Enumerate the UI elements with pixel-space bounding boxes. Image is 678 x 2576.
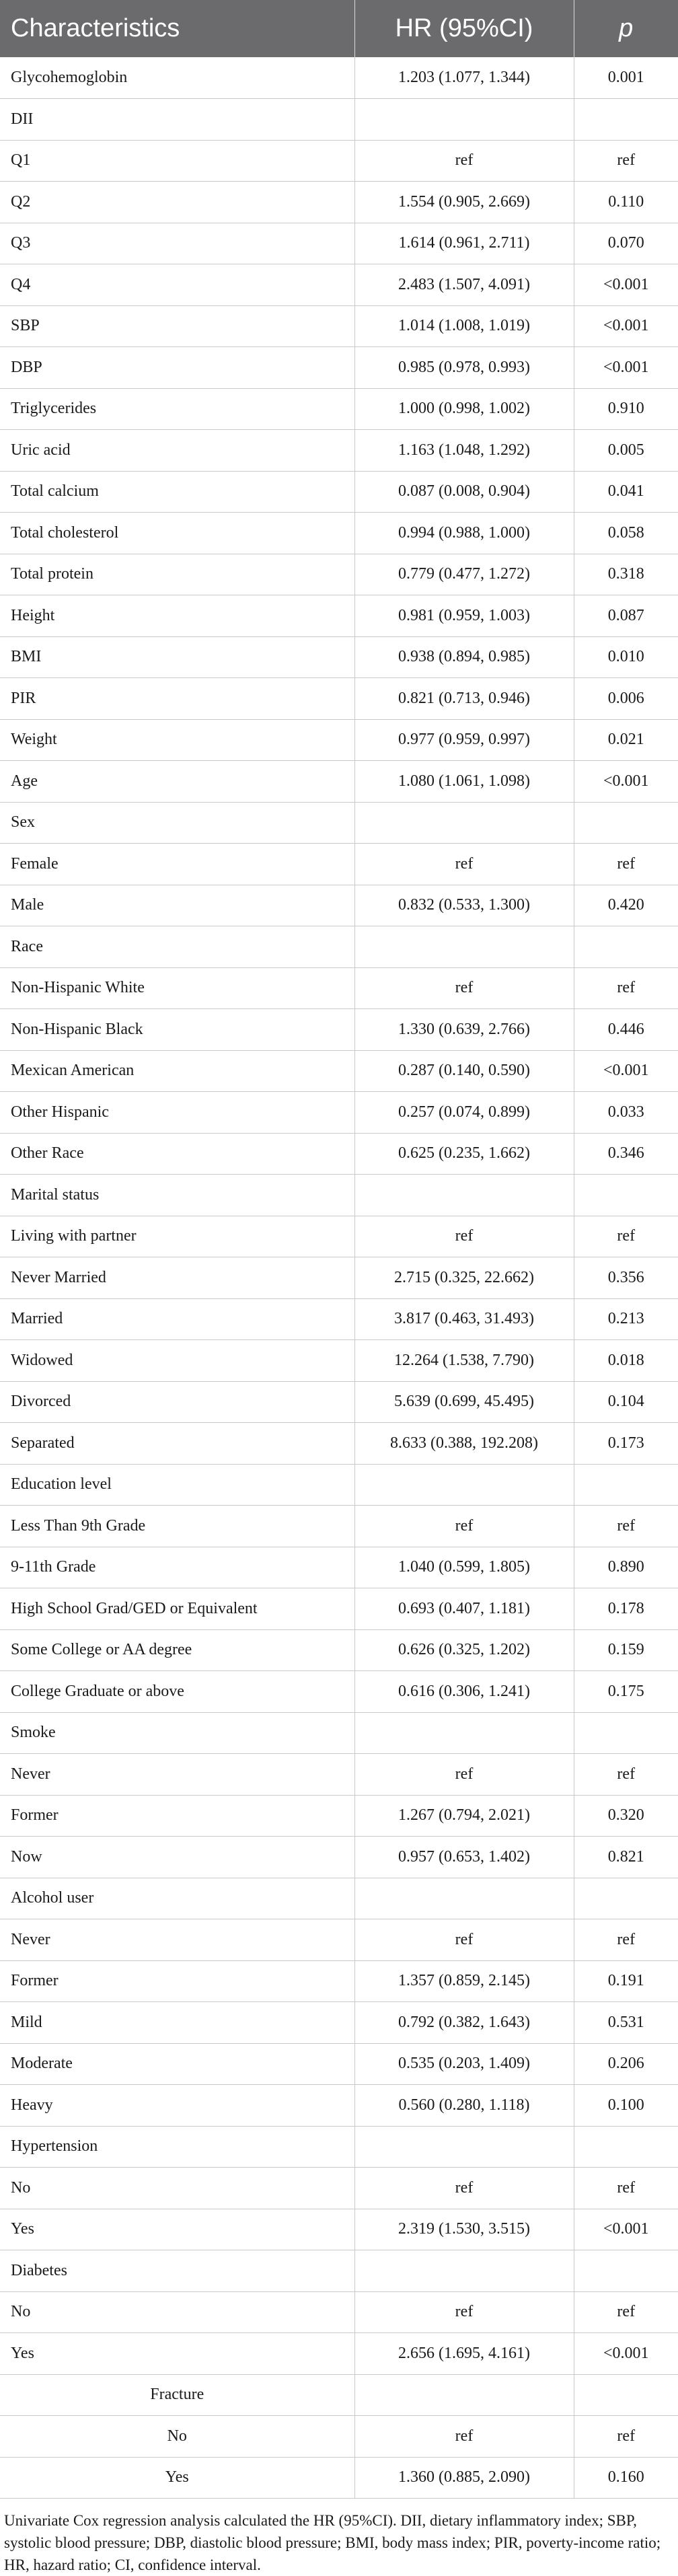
row-p-value: 0.346 [574,1133,678,1175]
row-label: Other Race [0,1133,354,1175]
row-p-value: 0.446 [574,1009,678,1051]
row-hr-value: 2.656 (1.695, 4.161) [354,2333,574,2375]
row-label: Separated [0,1423,354,1465]
table-row [0,2457,678,2499]
row-p-value: 0.213 [574,1298,678,1340]
table-row [0,2333,678,2375]
row-label: Triglycerides [0,388,354,430]
row-label: DBP [0,347,354,389]
row-p-value: 0.018 [574,1340,678,1382]
row-label: Male [0,885,354,926]
table-row [0,1919,678,1961]
row-hr-value: ref [354,1216,574,1257]
row-hr-value [354,1878,574,1919]
table-row [0,1092,678,1134]
header-p: p [574,0,678,57]
row-label: Diabetes [0,2250,354,2292]
table-group-row [0,1464,678,1506]
row-label: Marital status [0,1175,354,1216]
table-footnote: Univariate Cox regression analysis calculated the HR (95%CI). DII, dietary inflammatory index; SBP, systolic blood pressure; DBP, diastolic blood pressure; BMI, body mass index; PIR, poverty-income ratio; HR, hazard ratio; CI, confidence interval. [4,2512,661,2573]
row-p-value: 0.178 [574,1588,678,1630]
row-label: Age [0,761,354,803]
row-label: Former [0,1795,354,1837]
row-hr-value: 1.203 (1.077, 1.344) [354,57,574,99]
row-label: No [0,2168,354,2209]
table-row [0,388,678,430]
row-hr-value: 1.554 (0.905, 2.669) [354,182,574,223]
row-hr-value: 5.639 (0.699, 45.495) [354,1381,574,1423]
table-row [0,264,678,306]
row-hr-value: 0.626 (0.325, 1.202) [354,1629,574,1671]
row-p-value: 0.890 [574,1547,678,1588]
row-label: Heavy [0,2085,354,2127]
row-label: Total cholesterol [0,513,354,554]
row-p-value: 0.100 [574,2085,678,2127]
row-label: Uric acid [0,430,354,472]
row-hr-value: 0.779 (0.477, 1.272) [354,554,574,595]
row-hr-value: 2.483 (1.507, 4.091) [354,264,574,306]
table-row [0,1257,678,1299]
table-group-row [0,1175,678,1216]
row-label: Female [0,844,354,885]
table-row [0,1547,678,1588]
table-row [0,885,678,926]
row-p-value: 0.087 [574,595,678,637]
row-p-value: <0.001 [574,1050,678,1092]
row-label: Never Married [0,1257,354,1299]
row-hr-value [354,1712,574,1754]
table-group-row [0,1878,678,1919]
table-row [0,1423,678,1465]
table-row [0,1506,678,1547]
table-row [0,678,678,720]
table-row [0,1340,678,1382]
table-group-row [0,802,678,844]
table-row [0,1629,678,1671]
row-p-value: ref [574,1754,678,1796]
row-p-value: ref [574,140,678,182]
row-p-value: ref [574,967,678,1009]
row-label: Q3 [0,223,354,264]
row-p-value: 0.318 [574,554,678,595]
row-hr-value: 1.360 (0.885, 2.090) [354,2457,574,2499]
table-group-row [0,2250,678,2292]
row-hr-value: ref [354,1754,574,1796]
row-p-value: <0.001 [574,2209,678,2250]
row-hr-value [354,2250,574,2292]
table-row [0,140,678,182]
table-row [0,2291,678,2333]
row-p-value: <0.001 [574,347,678,389]
row-label: Yes [0,2333,354,2375]
table-row [0,1216,678,1257]
row-p-value: ref [574,2416,678,2458]
row-label: Total protein [0,554,354,595]
row-p-value: 0.160 [574,2457,678,2499]
row-hr-value: 1.267 (0.794, 2.021) [354,1795,574,1837]
table-row [0,2168,678,2209]
row-p-value: 0.356 [574,1257,678,1299]
table-row [0,1588,678,1630]
row-p-value: 0.191 [574,1960,678,2002]
row-hr-value [354,2374,574,2416]
row-hr-value: 3.817 (0.463, 31.493) [354,1298,574,1340]
table-row [0,2002,678,2044]
table-row [0,1671,678,1713]
row-hr-value: 0.981 (0.959, 1.003) [354,595,574,637]
row-label: Smoke [0,1712,354,1754]
row-hr-value: ref [354,967,574,1009]
table-row [0,1381,678,1423]
row-p-value: <0.001 [574,761,678,803]
table-row [0,844,678,885]
row-label: Non-Hispanic Black [0,1009,354,1051]
row-p-value: 0.910 [574,388,678,430]
row-label: No [0,2416,354,2458]
row-label: PIR [0,678,354,720]
row-label: Yes [0,2457,354,2499]
row-hr-value: 0.994 (0.988, 1.000) [354,513,574,554]
row-p-value: 0.070 [574,223,678,264]
row-hr-value: 0.287 (0.140, 0.590) [354,1050,574,1092]
row-hr-value: 0.938 (0.894, 0.985) [354,636,574,678]
row-label: Q2 [0,182,354,223]
header-row [0,0,678,57]
row-p-value [574,1175,678,1216]
row-p-value [574,2126,678,2168]
row-label: Non-Hispanic White [0,967,354,1009]
row-label: Living with partner [0,1216,354,1257]
table-row [0,1133,678,1175]
row-label: SBP [0,305,354,347]
row-hr-value: 0.792 (0.382, 1.643) [354,2002,574,2044]
row-hr-value: 2.715 (0.325, 22.662) [354,1257,574,1299]
row-hr-value: 1.000 (0.998, 1.002) [354,388,574,430]
row-label: Weight [0,719,354,761]
row-label: Mexican American [0,1050,354,1092]
row-hr-value: 0.616 (0.306, 1.241) [354,1671,574,1713]
row-label: Yes [0,2209,354,2250]
table-row [0,430,678,472]
table-row [0,1050,678,1092]
row-hr-value: 0.257 (0.074, 0.899) [354,1092,574,1134]
row-label: Divorced [0,1381,354,1423]
row-hr-value: ref [354,140,574,182]
row-label: Former [0,1960,354,2002]
row-label: Widowed [0,1340,354,1382]
row-label: Some College or AA degree [0,1629,354,1671]
row-p-value [574,1712,678,1754]
header-hr: HR (95%CI) [354,0,574,57]
table-row [0,182,678,223]
row-label: Fracture [0,2374,354,2416]
row-label: Married [0,1298,354,1340]
row-label: DII [0,99,354,141]
table-row [0,719,678,761]
row-p-value: 0.531 [574,2002,678,2044]
row-hr-value: ref [354,1919,574,1961]
row-p-value: 0.104 [574,1381,678,1423]
row-label: No [0,2291,354,2333]
table-row [0,347,678,389]
row-label: 9-11th Grade [0,1547,354,1588]
row-p-value: 0.173 [574,1423,678,1465]
row-label: Glycohemoglobin [0,57,354,99]
table-group-row [0,2126,678,2168]
row-hr-value: 0.957 (0.653, 1.402) [354,1837,574,1878]
row-label: Never [0,1919,354,1961]
row-p-value: 0.175 [574,1671,678,1713]
table-body [0,57,678,2499]
row-p-value: 0.006 [574,678,678,720]
row-p-value: 0.821 [574,1837,678,1878]
table-row [0,2085,678,2127]
row-p-value [574,1464,678,1506]
row-label: Other Hispanic [0,1092,354,1134]
row-hr-value: 0.821 (0.713, 0.946) [354,678,574,720]
table-row [0,761,678,803]
row-p-value [574,802,678,844]
row-hr-value: 1.014 (1.008, 1.019) [354,305,574,347]
row-hr-value [354,802,574,844]
row-p-value [574,99,678,141]
row-p-value: ref [574,1506,678,1547]
row-p-value: ref [574,2168,678,2209]
row-p-value: ref [574,844,678,885]
row-hr-value: 0.087 (0.008, 0.904) [354,471,574,513]
row-hr-value: 1.163 (1.048, 1.292) [354,430,574,472]
row-p-value: ref [574,2291,678,2333]
row-p-value: 0.021 [574,719,678,761]
table-row [0,1795,678,1837]
row-label: Hypertension [0,2126,354,2168]
row-p-value [574,1878,678,1919]
row-p-value: 0.110 [574,182,678,223]
row-p-value: ref [574,1919,678,1961]
row-hr-value [354,2126,574,2168]
table-row [0,305,678,347]
row-p-value: 0.058 [574,513,678,554]
row-hr-value: 0.625 (0.235, 1.662) [354,1133,574,1175]
row-hr-value: ref [354,844,574,885]
row-label: Q1 [0,140,354,182]
row-hr-value: 0.832 (0.533, 1.300) [354,885,574,926]
table-group-row [0,99,678,141]
row-hr-value [354,1175,574,1216]
row-p-value: <0.001 [574,2333,678,2375]
row-hr-value: 1.040 (0.599, 1.805) [354,1547,574,1588]
header-characteristics: Characteristics [0,0,354,57]
row-p-value: 0.206 [574,2043,678,2085]
row-label: High School Grad/GED or Equivalent [0,1588,354,1630]
table-row [0,1837,678,1878]
table-row [0,2416,678,2458]
row-label: Total calcium [0,471,354,513]
row-label: Education level [0,1464,354,1506]
table-group-row [0,1712,678,1754]
row-label: BMI [0,636,354,678]
row-hr-value: 0.985 (0.978, 0.993) [354,347,574,389]
table-row [0,1754,678,1796]
row-p-value [574,926,678,968]
row-p-value: 0.041 [574,471,678,513]
row-p-value [574,2250,678,2292]
table-row [0,1009,678,1051]
row-hr-value: 0.535 (0.203, 1.409) [354,2043,574,2085]
row-hr-value [354,1464,574,1506]
row-label: Height [0,595,354,637]
row-p-value: 0.005 [574,430,678,472]
table-row [0,2209,678,2250]
table-row [0,967,678,1009]
table-row [0,57,678,99]
table-row [0,471,678,513]
row-hr-value: 0.560 (0.280, 1.118) [354,2085,574,2127]
row-hr-value: 8.633 (0.388, 192.208) [354,1423,574,1465]
row-p-value: <0.001 [574,305,678,347]
row-label: College Graduate or above [0,1671,354,1713]
row-label: Moderate [0,2043,354,2085]
row-p-value: 0.001 [574,57,678,99]
row-hr-value [354,99,574,141]
row-hr-value: ref [354,2416,574,2458]
row-label: Alcohol user [0,1878,354,1919]
row-hr-value [354,926,574,968]
table-row [0,223,678,264]
table-header [0,0,678,57]
row-label: Mild [0,2002,354,2044]
table-row [0,1298,678,1340]
table-group-row [0,926,678,968]
row-hr-value: 1.080 (1.061, 1.098) [354,761,574,803]
row-hr-value: 0.977 (0.959, 0.997) [354,719,574,761]
table-row [0,2043,678,2085]
table-row [0,554,678,595]
row-hr-value: ref [354,1506,574,1547]
row-label: Never [0,1754,354,1796]
row-hr-value: 2.319 (1.530, 3.515) [354,2209,574,2250]
table-row [0,595,678,637]
table-row [0,1960,678,2002]
row-hr-value: 1.614 (0.961, 2.711) [354,223,574,264]
table-row [0,636,678,678]
row-p-value [574,2374,678,2416]
row-hr-value: 1.330 (0.639, 2.766) [354,1009,574,1051]
row-hr-value: 12.264 (1.538, 7.790) [354,1340,574,1382]
row-p-value: <0.001 [574,264,678,306]
row-label: Sex [0,802,354,844]
table-row [0,513,678,554]
row-p-value: ref [574,1216,678,1257]
row-p-value: 0.010 [574,636,678,678]
row-hr-value: 0.693 (0.407, 1.181) [354,1588,574,1630]
table-group-row [0,2374,678,2416]
row-hr-value: ref [354,2168,574,2209]
row-label: Now [0,1837,354,1878]
row-p-value: 0.420 [574,885,678,926]
row-p-value: 0.033 [574,1092,678,1134]
row-p-value: 0.159 [574,1629,678,1671]
row-label: Less Than 9th Grade [0,1506,354,1547]
row-label: Q4 [0,264,354,306]
row-label: Race [0,926,354,968]
row-hr-value: 1.357 (0.859, 2.145) [354,1960,574,2002]
row-hr-value: ref [354,2291,574,2333]
row-p-value: 0.320 [574,1795,678,1837]
